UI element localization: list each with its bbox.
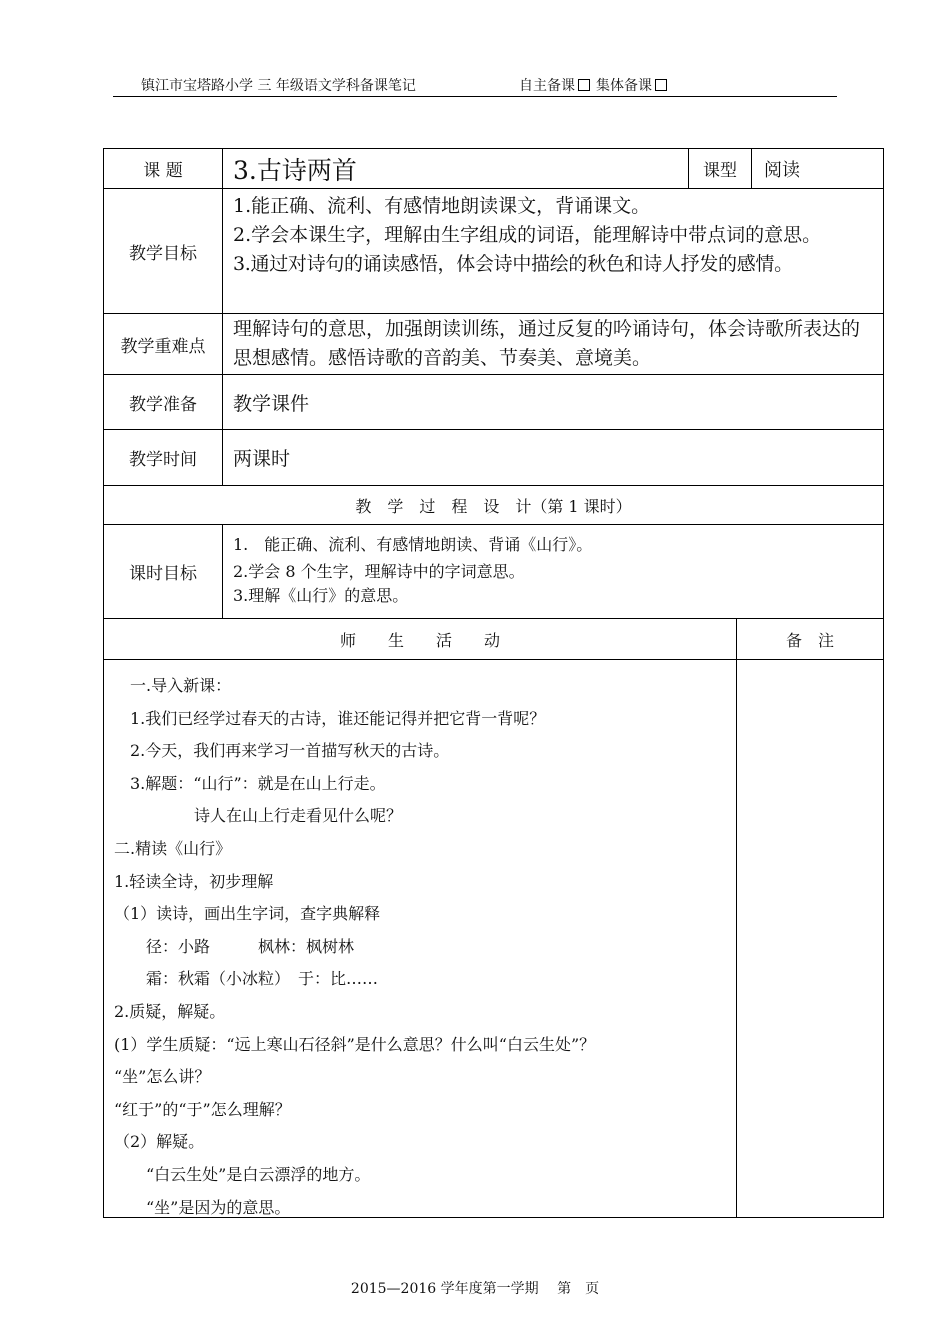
activity-line: 1.轻读全诗，初步理解	[114, 871, 274, 891]
lesson-type-value: 阅读	[764, 159, 800, 181]
topic-value: 3.古诗两首	[233, 155, 357, 185]
lesson-type-label: 课型	[703, 161, 737, 181]
school-title: 镇江市宝塔路小学 三 年级语文学科备课笔记	[141, 78, 416, 94]
activity-line: 1.我们已经学过春天的古诗，谁还能记得并把它背一背呢？	[114, 708, 546, 728]
goal-item: 3.通过对诗句的诵读感悟，体会诗中描绘的秋色和诗人抒发的感情。	[233, 253, 793, 275]
activity-line: “红于”的“于”怎么理解？	[114, 1099, 291, 1119]
period-goals	[223, 525, 883, 618]
activity-line: “坐”是因为的意思。	[114, 1197, 291, 1217]
activity-line: 2.质疑，解疑。	[114, 1001, 226, 1021]
activity-line: 3.解题：“山行”：就是在山上行走。	[114, 773, 386, 793]
lesson-plan-table	[103, 148, 884, 1218]
activity-line: （2）解疑。	[114, 1132, 205, 1152]
activity-line: (1）学生质疑：“远上寒山石径斜”是什么意思？什么叫“白云生处”？	[114, 1034, 596, 1054]
activity-line: “坐”怎么讲？	[114, 1067, 211, 1087]
group-prep-label: 集体备课	[596, 78, 652, 94]
activity-line: 2.今天，我们再来学习一首描写秋天的古诗。	[114, 741, 450, 761]
activity-content	[104, 660, 736, 1218]
goal-item: 2.学会本课生字，理解由生字组成的词语，能理解诗中带点词的意思。	[233, 224, 822, 246]
notes-column[interactable]	[737, 660, 883, 1218]
process-title: 教 学 过 程 设 计（第 1 课时）	[355, 496, 632, 516]
activity-line: 二.精读《山行》	[114, 838, 232, 858]
period-goals-label: 课时目标	[129, 564, 197, 584]
period-goal-item: 2.学会 8 个生字，理解诗中的字词意思。	[233, 562, 525, 581]
activity-line: 一.导入新课：	[114, 676, 232, 695]
key-points-label: 教学重难点	[120, 336, 206, 357]
notes-header: 备 注	[785, 630, 834, 650]
preparation-value: 教学课件	[233, 392, 310, 415]
activity-line: 诗人在山上行走看见什么呢？	[114, 806, 403, 826]
activity-line: 霜：秋霜（小冰粒） 于：比……	[114, 969, 379, 989]
period-goal-item: 3.理解《山行》的意思。	[233, 586, 409, 605]
goal-item: 1.能正确、流利、有感情地朗读课文，背诵课文。	[233, 195, 651, 217]
prep-mode	[519, 76, 667, 96]
activity-header: 师 生 活 动	[339, 630, 500, 650]
topic-label: 课 题	[143, 161, 183, 181]
teaching-time-label: 教学时间	[129, 450, 197, 470]
teaching-goals	[223, 189, 883, 313]
self-prep-checkbox[interactable]	[578, 79, 590, 91]
page-footer: 2015—2016 学年度第一学期 第 页	[350, 1281, 600, 1297]
teaching-time-value: 两课时	[233, 448, 291, 470]
page-header	[113, 76, 837, 97]
self-prep-label: 自主备课	[519, 78, 575, 94]
teaching-goals-label: 教学目标	[129, 243, 197, 264]
activity-line: （1）读诗，画出生字词，查字典解释	[114, 904, 381, 924]
activity-line: 径：小路 枫林：枫树林	[114, 936, 355, 956]
period-goal-item: 1. 能正确、流利、有感情地朗读、背诵《山行》。	[233, 535, 593, 554]
preparation-label: 教学准备	[129, 394, 197, 415]
activity-line: “白云生处”是白云漂浮的地方。	[114, 1164, 371, 1184]
group-prep-checkbox[interactable]	[655, 79, 667, 91]
key-points-text: 理解诗句的意思，加强朗读训练，通过反复的吟诵诗句，体会诗歌所表达的思想感情。感悟诗歌的音韵美、节奏美、意境美。	[233, 318, 861, 369]
